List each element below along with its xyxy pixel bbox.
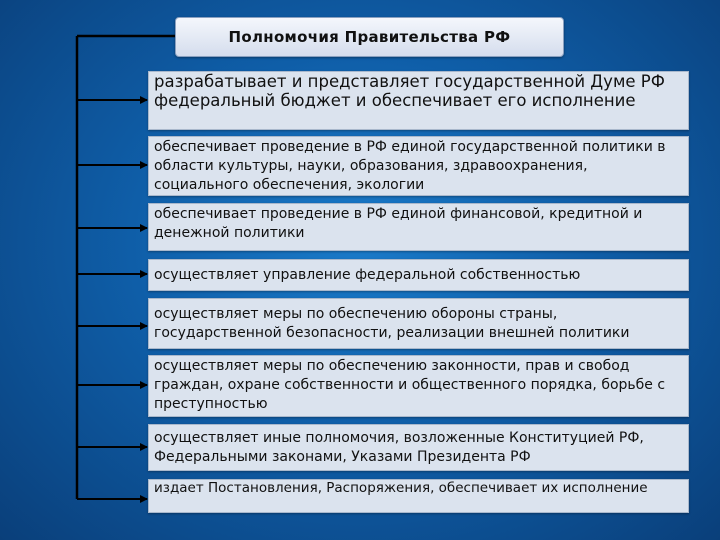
diagram-title: Полномочия Правительства РФ: [175, 17, 564, 57]
power-item-other-powers: осуществляет иные полномочия, возложенные Конституцией РФ, Федеральными законами, Указами Президента РФ: [148, 424, 689, 471]
power-item-resolutions: издает Постановления, Распоряжения, обеспечивает их исполнение: [148, 479, 689, 513]
power-item-budget: разрабатывает и представляет государственной Думе РФ федеральный бюджет и обеспечивает его исполнение: [148, 71, 689, 130]
power-item-federal-property: осуществляет управление федеральной собственностью: [148, 259, 689, 291]
power-item-social-policy: обеспечивает проведение в РФ единой государственной политики в области культуры, науки, образования, здравоохранения, социального обеспечения, экологии: [148, 136, 689, 196]
power-item-financial-policy: обеспечивает проведение в РФ единой финансовой, кредитной и денежной политики: [148, 203, 689, 251]
power-item-law-order: осуществляет меры по обеспечению законности, прав и свобод граждан, охране собственности и общественного порядка, борьбе с преступностью: [148, 355, 689, 417]
power-item-defense: осуществляет меры по обеспечению обороны страны, государственной безопасности, реализации внешней политики: [148, 298, 689, 349]
